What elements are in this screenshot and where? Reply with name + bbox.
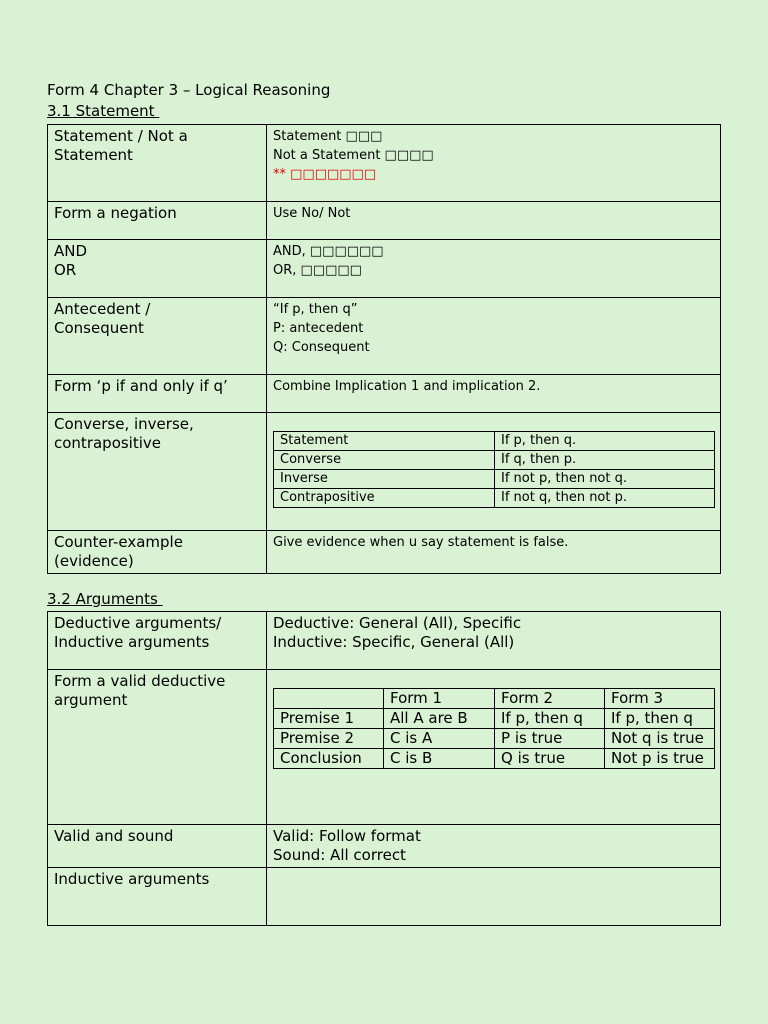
row-label: Statement / Not a Statement [48,125,267,202]
table-cell: If p, then q [605,709,715,729]
table-row [48,413,721,531]
table-row [48,375,721,413]
row-label: Counter-example (evidence) [48,531,267,574]
row-label: Form a negation [48,202,267,240]
table-row [274,470,715,489]
table-row [274,709,715,729]
table-row [274,749,715,769]
table-row [274,451,715,470]
table-cell: Premise 1 [274,709,384,729]
table-cell: C is A [384,729,495,749]
table-row [48,825,721,868]
arguments-table [47,611,721,926]
row-content: Deductive: General (All), Specific Inductive: Specific, General (All) [267,612,721,670]
row-label: Inductive arguments [48,868,267,926]
table-cell: P is true [495,729,605,749]
table-cell: If p, then q [495,709,605,729]
table-cell [274,689,384,709]
row-content: Combine Implication 1 and implication 2. [267,375,721,413]
table-cell: Inverse [274,470,495,489]
row-label: Antecedent / Consequent [48,298,267,375]
table-row [48,531,721,574]
page-title: Form 4 Chapter 3 – Logical Reasoning [47,81,331,99]
table-cell: Form 3 [605,689,715,709]
table-cell: Conclusion [274,749,384,769]
row-content: Valid: Follow format Sound: All correct [267,825,721,868]
table-row [48,202,721,240]
row-label: Valid and sound [48,825,267,868]
deductive-forms-table [273,688,715,769]
conditional-forms-table [273,431,715,508]
row-content [267,868,721,926]
row-content: Give evidence when u say statement is false. [267,531,721,574]
table-row [48,298,721,375]
row-content: “If p, then q” P: antecedent Q: Consequent [267,298,721,375]
row-content [267,413,721,531]
table-cell: All A are B [384,709,495,729]
row-label: Form a valid deductive argument [48,670,267,825]
row-label: Deductive arguments/ Inductive arguments [48,612,267,670]
section-heading-arguments: 3.2 Arguments [47,590,163,608]
row-content [267,670,721,825]
table-row [274,489,715,508]
row-label: Converse, inverse, contrapositive [48,413,267,531]
table-row [274,432,715,451]
row-content: Statement □□□ Not a Statement □□□□ ** □□□□□□□ [267,125,721,202]
table-cell: Converse [274,451,495,470]
table-cell: Q is true [495,749,605,769]
table-row [48,612,721,670]
table-row [48,670,721,825]
table-cell: Premise 2 [274,729,384,749]
table-cell: If p, then q. [495,432,715,451]
statement-table [47,124,721,574]
note-text: ** □□□□□□□ [273,167,377,182]
section-heading-statement: 3.1 Statement [47,102,160,120]
table-row [48,125,721,202]
row-content: AND, □□□□□□ OR, □□□□□ [267,240,721,298]
table-cell: C is B [384,749,495,769]
table-cell: Not p is true [605,749,715,769]
table-cell: If not p, then not q. [495,470,715,489]
table-row [274,729,715,749]
table-row [48,868,721,926]
row-content: Use No/ Not [267,202,721,240]
table-cell: Form 1 [384,689,495,709]
table-row [274,689,715,709]
row-label: Form ‘p if and only if q’ [48,375,267,413]
table-cell: If not q, then not p. [495,489,715,508]
table-cell: If q, then p. [495,451,715,470]
table-cell: Statement [274,432,495,451]
table-cell: Not q is true [605,729,715,749]
row-label: AND OR [48,240,267,298]
table-row [48,240,721,298]
table-cell: Contrapositive [274,489,495,508]
table-cell: Form 2 [495,689,605,709]
